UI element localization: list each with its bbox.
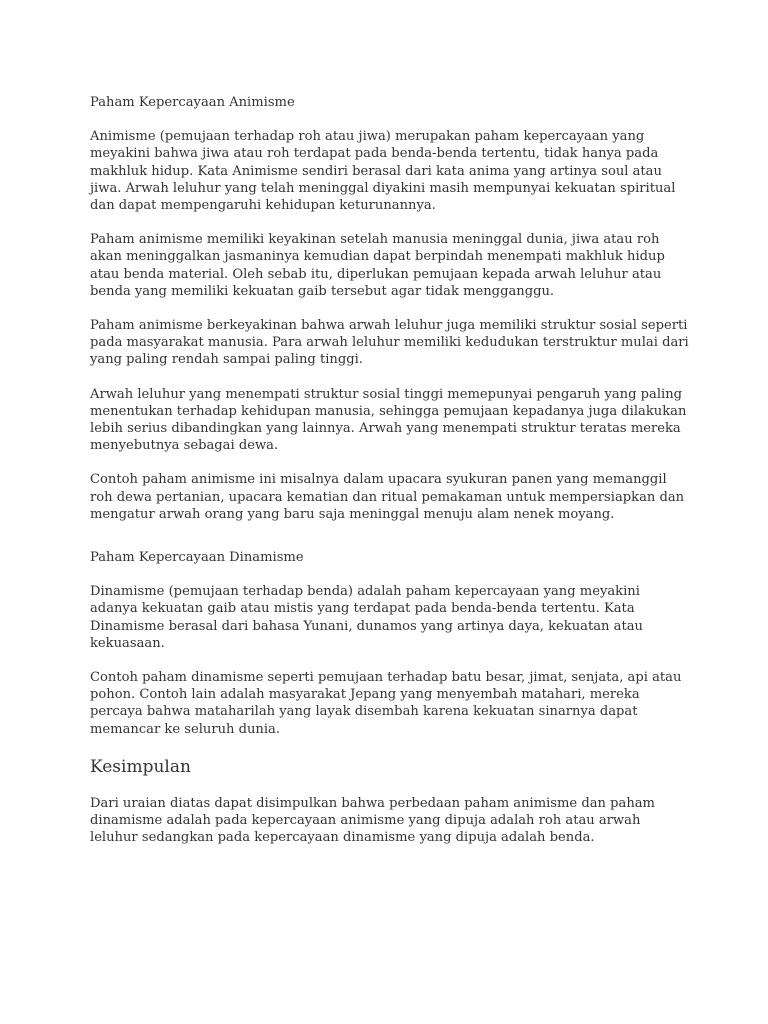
paragraph-dinamisme-1: Dinamisme (pemujaan terhadap benda) adalah paham kepercayaan yang meyakini adanya kekuatan gaib atau mistis yang terdapat pada benda-benda tertentu. Kata Dinamisme berasal dari bahasa Yunani, dunamos yang artinya daya, kekuatan atau kekuasaan. — [90, 584, 643, 651]
section-heading-dinamisme: Paham Kepercayaan Dinamisme — [90, 550, 304, 566]
paragraph-animisme-1: Animisme (pemujaan terhadap roh atau jiwa) merupakan paham kepercayaan yang meyakini bahwa jiwa atau roh terdapat pada benda-benda tertentu, tidak hanya pada makhluk hidup. Kata Animisme sendiri berasal dari kata anima yang artinya soul atau jiwa. Arwah leluhur yang telah meninggal diyakini masih mempunyai kekuatan spiritual dan dapat mempengaruhi kehidupan keturunannya. — [90, 129, 676, 214]
paragraph-animisme-3: Paham animisme berkeyakinan bahwa arwah leluhur juga memiliki struktur sosial seperti pada masyarakat manusia. Para arwah leluhur memiliki kedudukan terstruktur mulai dari yang paling rendah sampai paling tinggi. — [90, 318, 689, 368]
paragraph-kesimpulan-1: Dari uraian diatas dapat disimpulkan bahwa perbedaan paham animisme dan paham dinamisme adalah pada kepercayaan animisme yang dipuja adalah roh atau arwah leluhur sedangkan pada kepercayaan dinamisme yang dipuja adalah benda. — [90, 795, 655, 846]
section-heading-kesimpulan: Kesimpulan — [90, 756, 191, 777]
paragraph-animisme-4: Arwah leluhur yang menempati struktur sosial tinggi memepunyai pengaruh yang paling menentukan terhadap kehidupan manusia, sehingga pemujaan kepadanya juga dilakukan lebih serius dibandingkan yang lainnya. Arwah yang menempati struktur teratas mereka menyebutnya sebagai dewa. — [90, 386, 687, 454]
document-body — [90, 94, 690, 847]
paragraph-animisme-2: Paham animisme memiliki keyakinan setelah manusia meninggal dunia, jiwa atau roh akan meninggalkan jasmaninya kemudian dapat berpindah menempati makhluk hidup atau benda material. Oleh sebab itu, diperlukan pemujaan kepada arwah leluhur atau benda yang memiliki kekuatan gaib tersebut agar tidak mengganggu. — [90, 232, 665, 299]
section-heading-animisme: Paham Kepercayaan Animisme — [90, 95, 295, 110]
paragraph-dinamisme-2: Contoh paham dinamisme seperti pemujaan terhadap batu besar, jimat, senjata, api atau pohon. Contoh lain adalah masyarakat Jepang yang menyembah matahari, mereka percaya bahwa mataharilah yang layak disembah karena kekuatan sinarnya dapat memancar ke seluruh dunia. — [90, 670, 682, 737]
paragraph-animisme-5: Contoh paham animisme ini misalnya dalam upacara syukuran panen yang memanggil roh dewa pertanian, upacara kematian dan ritual pemakaman untuk mempersiapkan dan mengatur arwah orang yang baru saja meninggal menuju alam nenek moyang. — [90, 472, 685, 522]
